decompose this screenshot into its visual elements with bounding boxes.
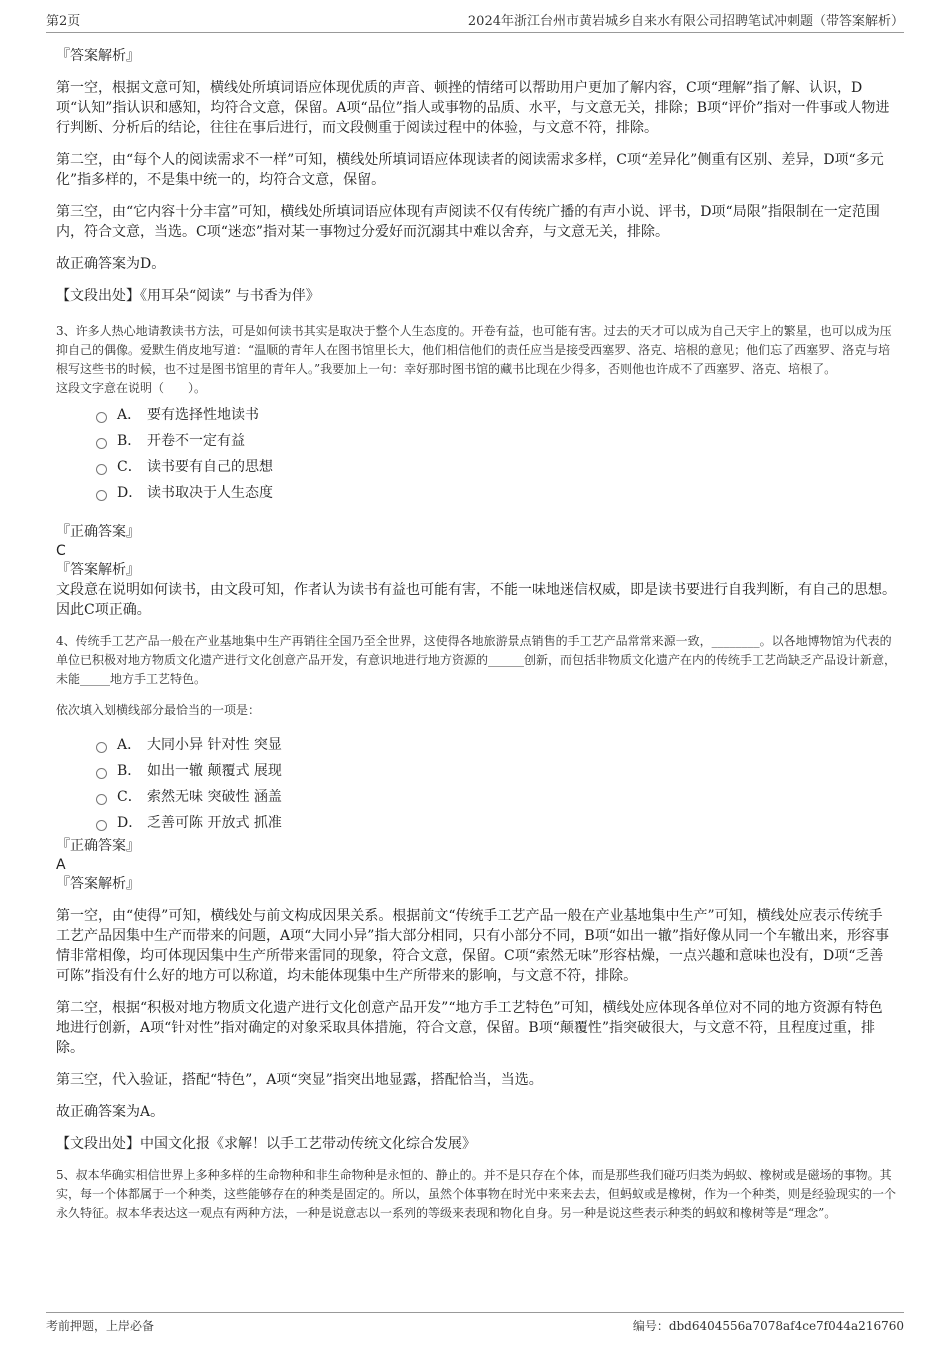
q4-option-a[interactable]: A． 大同小异 针对性 突显: [96, 732, 896, 758]
q3-question: 这段文字意在说明（ ）。: [56, 381, 207, 395]
radio-icon[interactable]: [96, 820, 107, 831]
radio-icon[interactable]: [96, 438, 107, 449]
q4-options: [96, 732, 896, 836]
q3-analysis: 文段意在说明如何读书，由文段可知，作者认为读书有益也可能有害，不能一味地迷信权威，即是读书要进行自我判断，有自己的思想。因此C项正确。: [56, 582, 896, 618]
q4-option-d[interactable]: D． 乏善可陈 开放式 抓准: [96, 810, 896, 836]
q3-option-a[interactable]: A． 要有选择性地读书: [96, 402, 896, 428]
q3-options: [96, 402, 896, 506]
q3-correct-answer: C: [56, 543, 66, 559]
q4-analysis-p3: 第三空，代入验证，搭配“特色”，A项“突显”指突出地显露，搭配恰当，当选。: [56, 1072, 543, 1088]
page-content: [56, 46, 896, 1223]
q2-analysis-p2: 第二空，由“每个人的阅读需求不一样”可知，横线处所填词语应体现读者的阅读需求多样，C项“差异化”侧重有区别、差异，D项“多元化”指多样的，不是集中统一的，均符合文意，保留。: [56, 152, 884, 188]
q4-analysis-p1: 第一空，由“使得”可知，横线处与前文构成因果关系。根据前文“传统手工艺产品一般在产业基地集中生产”可知，横线处应表示传统手工艺产品因集中生产而带来的问题，A项“大同小异”指大部分相同，只有小部分不同，B项“如出一辙”指好像从同一个车辙出来，形容事情非常相像，均可体现因集中生产所带来雷同的现象，符合文意，保留。C项“索然无味”形容枯燥，一点兴趣和意味也没有，D项“乏善可陈”指没有什么好的地方可以称道，均未能体现集中生产所带来的影响，与文意不符，排除。: [56, 908, 890, 984]
q3-analysis-label: 『答案解析』: [56, 562, 140, 578]
q4-question: 依次填入划横线部分最恰当的一项是：: [56, 703, 261, 717]
q2-analysis-p1: 第一空，根据文意可知，横线处所填词语应体现优质的声音、顿挫的情绪可以帮助用户更加了解内容，C项“理解”指了解、认识，D项“认知”指认识和感知，均符合文意，保留。A项“品位”指人或事物的品质、水平，与文意无关，排除；B项“评价”指对一件事或人物进行判断、分析后的结论，往往在事后进行，而文段侧重于阅读过程中的体验，与文意不符，排除。: [56, 80, 890, 136]
document-serial: 编号：dbd6404556a7078af4ce7f044a216760: [632, 1319, 904, 1333]
radio-icon[interactable]: [96, 768, 107, 779]
page-header: [46, 10, 904, 33]
q4-option-c[interactable]: C． 索然无味 突破性 涵盖: [96, 784, 896, 810]
q3-option-d[interactable]: D． 读书取决于人生态度: [96, 480, 896, 506]
q4-stem: 4、传统手工艺产品一般在产业基地集中生产再销往全国乃至全世界，这使得各地旅游景点销售的手工艺产品常常来源一致，________。以各地博物馆为代表的单位已积极对地方物质文化遗产进行文化创意产品开发，有意识地进行地方资源的______创新，而包括非物质文化遗产在内的传统手工艺尚缺乏产品设计新意，未能_____地方手工艺特色。: [56, 634, 897, 686]
q3-option-b[interactable]: B． 开卷不一定有益: [96, 428, 896, 454]
radio-icon[interactable]: [96, 412, 107, 423]
document-title: 2024年浙江台州市黄岩城乡自来水有限公司招聘笔试冲刺题（带答案解析）: [467, 14, 904, 29]
radio-icon[interactable]: [96, 490, 107, 501]
q2-conclusion: 故正确答案为D。: [56, 256, 166, 272]
page-number: 第2页: [46, 14, 81, 29]
radio-icon[interactable]: [96, 794, 107, 805]
page-footer: [46, 1312, 904, 1339]
radio-icon[interactable]: [96, 742, 107, 753]
footer-slogan: 考前押题，上岸必备: [46, 1319, 155, 1333]
q2-analysis-p3: 第三空，由“它内容十分丰富”可知，横线处所填词语应体现有声阅读不仅有传统广播的有声小说、评书，D项“局限”指限制在一定范围内，符合文意，当选。C项“迷恋”指对某一事物过分爱好而沉溺其中难以舍弃，与文意无关，排除。: [56, 204, 880, 240]
q4-correct-answer: A: [56, 857, 66, 873]
q3-option-c[interactable]: C． 读书要有自己的思想: [96, 454, 896, 480]
radio-icon[interactable]: [96, 464, 107, 475]
q5-stem: 5、叔本华确实相信世界上多种多样的生命物种和非生命物种是永恒的、静止的。并不是只存在个体，而是那些我们碰巧归类为蚂蚁、橡树或是磁场的事物。其实，每一个体都属于一个种类，这些能够存在的种类是固定的。所以，虽然个体事物在时光中来来去去，但蚂蚁或是橡树，作为一个种类，则是经验现实的一个永久特征。叔本华表达这一观点有两种方法，一种是说意志以一系列的等级来表现和物化自身。另一种是说这些表示种类的蚂蚁和橡树等是“理念”。: [56, 1168, 897, 1220]
q2-analysis-label: 『答案解析』: [56, 48, 140, 64]
q4-conclusion: 故正确答案为A。: [56, 1104, 165, 1120]
q4-option-b[interactable]: B． 如出一辙 颠覆式 展现: [96, 758, 896, 784]
q2-source: 【文段出处】《用耳朵“阅读” 与书香为伴》: [56, 288, 320, 304]
q4-source: 【文段出处】中国文化报《求解！以手工艺带动传统文化综合发展》: [56, 1136, 476, 1152]
q4-analysis-label: 『答案解析』: [56, 876, 140, 892]
q4-correct-label: 『正确答案』: [56, 838, 140, 854]
q4-analysis-p2: 第二空，根据“积极对地方物质文化遗产进行文化创意产品开发”“地方手工艺特色”可知，横线处应体现各单位对不同的地方资源有特色地进行创新，A项“针对性”指对确定的对象采取具体措施，符合文意，保留。B项“颠覆性”指突破很大，与文意不符，且程度过重，排除。: [56, 1000, 883, 1056]
q3-correct-label: 『正确答案』: [56, 524, 140, 540]
q3-stem: 3、许多人热心地请教读书方法，可是如何读书其实是取决于整个人生态度的。开卷有益，也可能有害。过去的天才可以成为自己天宇上的繁星，也可以成为压抑自己的偶像。爱默生俏皮地写道：“温顺的青年人在图书馆里长大，他们相信他们的责任应当是接受西塞罗、洛克、培根的意见；他们忘了西塞罗、洛克与培根写这些书的时候，也不过是图书馆里的青年人。”我要加上一句：幸好那时图书馆的藏书比现在少得多，否则他也许成不了西塞罗、洛克、培根了。: [56, 324, 892, 376]
